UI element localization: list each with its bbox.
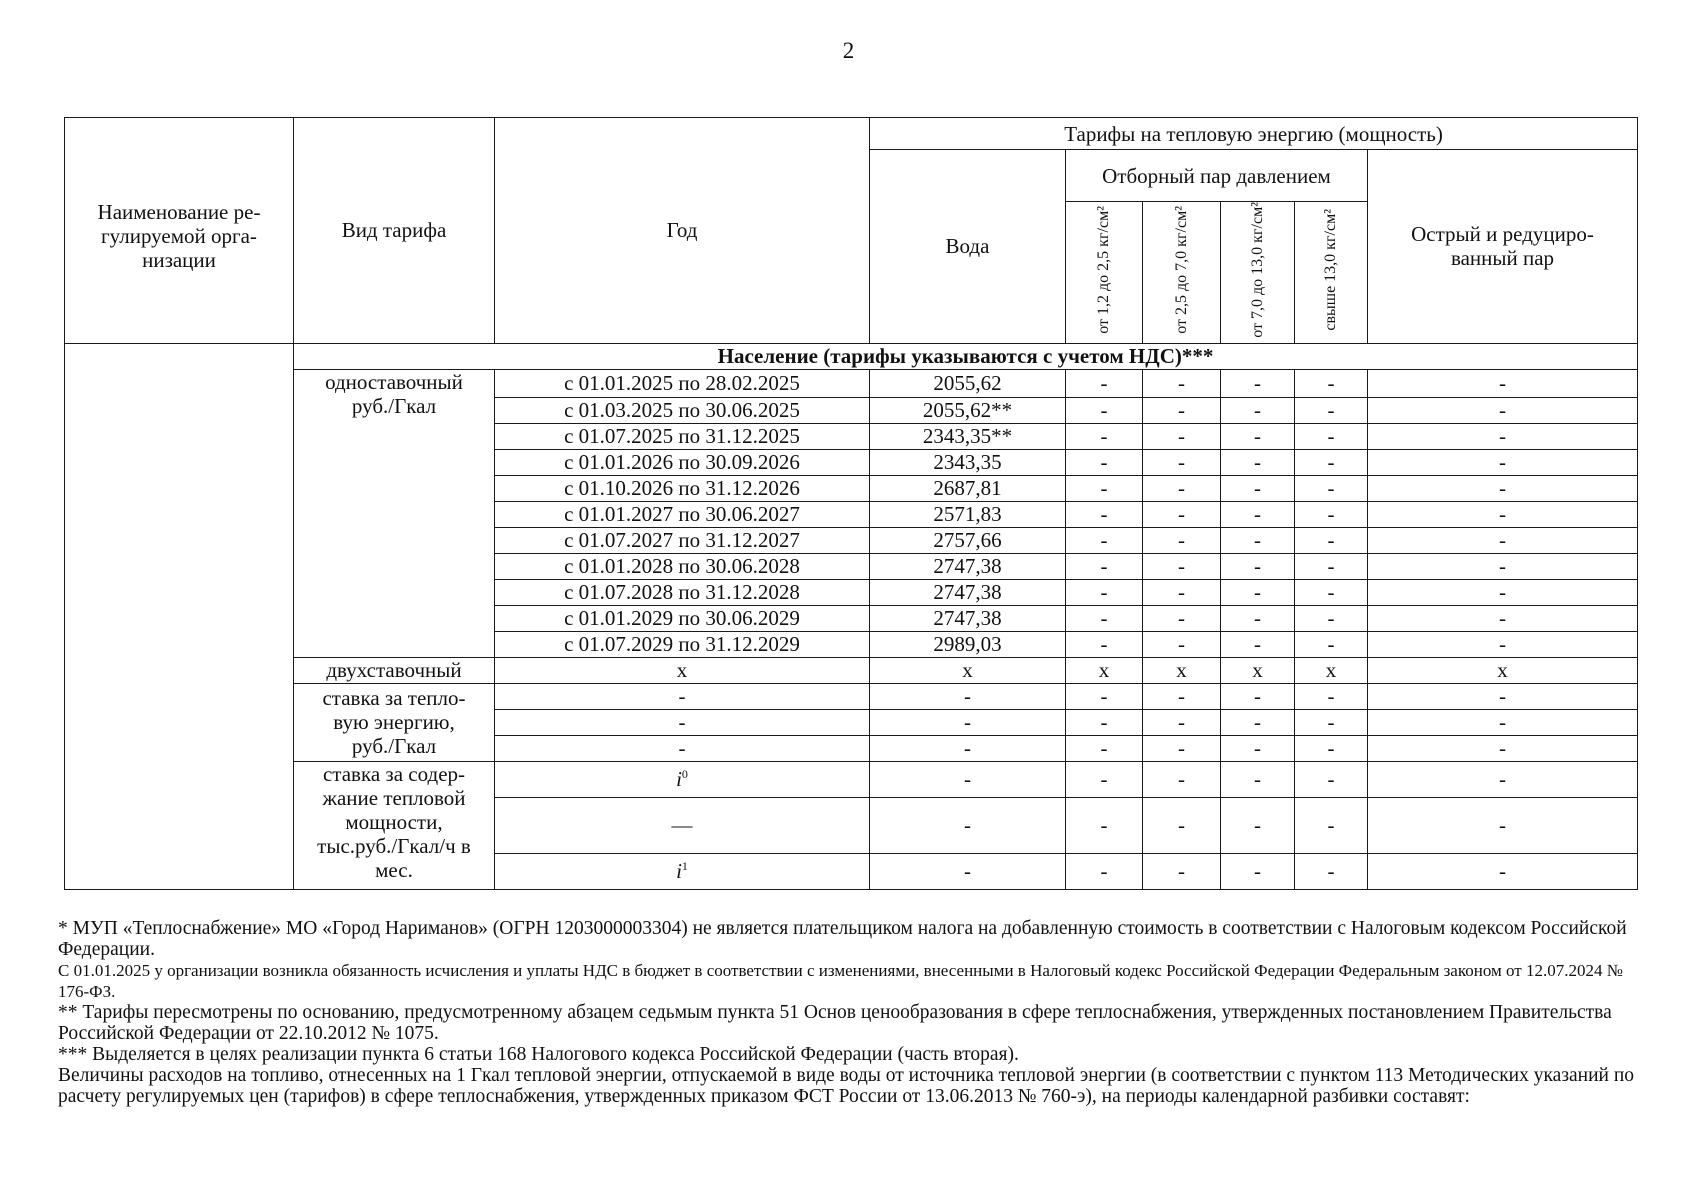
dash-cell: - — [870, 853, 1066, 889]
dash-cell: - — [1368, 475, 1638, 501]
x-cell: x — [1221, 657, 1295, 683]
x-cell: x — [1143, 657, 1221, 683]
dash-cell: - — [1221, 631, 1295, 657]
dash-cell: - — [1295, 553, 1368, 579]
period-cell: с 01.01.2026 по 30.09.2026 — [495, 449, 870, 475]
two-rate-label: двухставочный — [294, 657, 495, 683]
footnote-1b: С 01.01.2025 у организации возникла обязанность исчисления и уплаты НДС в бюджет в соответствии с изменениями, внесенными в Налоговый кодекс Российской Федерации Федеральным законом от 12.07.2024 № 176-ФЗ. — [58, 961, 1623, 1001]
section-title: Население (тарифы указываются с учетом НДС)*** — [294, 343, 1638, 369]
dash-cell: - — [870, 709, 1066, 735]
dash-cell: - — [1066, 735, 1143, 761]
dash-cell: - — [1066, 449, 1143, 475]
dash-cell: - — [495, 735, 870, 761]
dash-cell: - — [1143, 761, 1221, 797]
dash-cell: - — [870, 735, 1066, 761]
dash-cell: - — [1143, 735, 1221, 761]
dash-cell: - — [1143, 853, 1221, 889]
dash-cell: - — [1066, 423, 1143, 449]
dash-cell: - — [1066, 369, 1143, 397]
dash-cell: - — [1368, 709, 1638, 735]
dash-cell: - — [495, 683, 870, 709]
period-cell: с 01.01.2028 по 30.06.2028 — [495, 553, 870, 579]
dash-cell: - — [1295, 579, 1368, 605]
dash-cell: - — [1066, 553, 1143, 579]
dash-cell: - — [1221, 449, 1295, 475]
x-cell: x — [1066, 657, 1143, 683]
dash-cell: - — [1221, 397, 1295, 423]
dash-cell: - — [1143, 449, 1221, 475]
dash-cell: - — [1295, 853, 1368, 889]
i1-cell — [495, 853, 870, 889]
dash-cell: - — [1221, 761, 1295, 797]
water-tariff-cell: 2989,03 — [870, 631, 1066, 657]
capacity-rate-label: ставка за содер- жание тепловой мощности, тыс.руб./Гкал/ч в мес. — [294, 761, 495, 889]
page-number: 2 — [842, 38, 855, 63]
dash-cell: - — [1143, 605, 1221, 631]
footnote-3: *** Выделяется в целях реализации пункта 6 статьи 168 Налогового кодекса Российской Федерации (часть вторая). — [58, 1044, 1019, 1065]
dash-cell: - — [1221, 501, 1295, 527]
dash-cell: - — [1295, 449, 1368, 475]
header-pressure-1: от 1,2 до 2,5 кг/см² — [1066, 202, 1143, 344]
dash-cell: - — [1368, 553, 1638, 579]
period-cell: с 01.01.2025 по 28.02.2025 — [495, 369, 870, 397]
dash-cell: - — [1066, 853, 1143, 889]
dash-cell: - — [1066, 397, 1143, 423]
period-cell: с 01.01.2029 по 30.06.2029 — [495, 605, 870, 631]
dash-cell: - — [1066, 527, 1143, 553]
dash-cell: - — [1221, 605, 1295, 631]
water-tariff-cell: 2343,35 — [870, 449, 1066, 475]
dash-cell: - — [1143, 579, 1221, 605]
dash-cell: - — [1066, 761, 1143, 797]
period-cell: с 01.10.2026 по 31.12.2026 — [495, 475, 870, 501]
long-dash-cell: — — [495, 797, 870, 853]
dash-cell: - — [1221, 853, 1295, 889]
x-cell: x — [1368, 657, 1638, 683]
dash-cell: - — [1066, 605, 1143, 631]
dash-cell: - — [1295, 397, 1368, 423]
dash-cell: - — [1221, 797, 1295, 853]
dash-cell: - — [1221, 369, 1295, 397]
dash-cell: - — [495, 709, 870, 735]
period-cell: с 01.07.2025 по 31.12.2025 — [495, 423, 870, 449]
header-org: Наименование ре- гулируемой орга- низации — [65, 118, 294, 344]
i1-sup: 1 — [681, 859, 688, 874]
x-cell: x — [870, 657, 1066, 683]
period-cell: с 01.07.2028 по 31.12.2028 — [495, 579, 870, 605]
water-tariff-cell: 2747,38 — [870, 553, 1066, 579]
dash-cell: - — [870, 797, 1066, 853]
dash-cell: - — [1143, 369, 1221, 397]
dash-cell: - — [1221, 683, 1295, 709]
dash-cell: - — [1066, 709, 1143, 735]
dash-cell: - — [1295, 475, 1368, 501]
x-cell: x — [1295, 657, 1368, 683]
header-pressure-3: от 7,0 до 13,0 кг/см² — [1221, 202, 1295, 344]
water-tariff-cell: 2747,38 — [870, 605, 1066, 631]
water-tariff-cell: 2055,62 — [870, 369, 1066, 397]
dash-cell: - — [1368, 527, 1638, 553]
dash-cell: - — [1295, 631, 1368, 657]
header-steam: Отборный пар давлением — [1066, 150, 1368, 202]
water-tariff-cell: 2571,83 — [870, 501, 1066, 527]
one-rate-label: одноставочный руб./Гкал — [294, 369, 495, 657]
i1-symbol: i — [676, 859, 682, 884]
dash-cell: - — [870, 761, 1066, 797]
water-tariff-cell: 2055,62** — [870, 397, 1066, 423]
dash-cell: - — [1066, 475, 1143, 501]
dash-cell: - — [1066, 501, 1143, 527]
dash-cell: - — [1368, 449, 1638, 475]
header-pressure-2: от 2,5 до 7,0 кг/см² — [1143, 202, 1221, 344]
tariff-table — [64, 117, 1638, 890]
header-type: Вид тарифа — [294, 118, 495, 344]
period-cell: с 01.01.2027 по 30.06.2027 — [495, 501, 870, 527]
dash-cell: - — [1143, 553, 1221, 579]
dash-cell: - — [1368, 579, 1638, 605]
dash-cell: - — [1295, 605, 1368, 631]
water-tariff-cell: 2757,66 — [870, 527, 1066, 553]
dash-cell: - — [1368, 369, 1638, 397]
footnote-2: ** Тарифы пересмотрены по основанию, предусмотренному абзацем седьмым пункта 51 Основ ценообразования в сфере теплоснабжения, утвержденных постановлением Правительства Российской Федерации от 22.10.2012 № 1075. — [58, 1002, 1612, 1044]
dash-cell: - — [1221, 553, 1295, 579]
dash-cell: - — [1143, 527, 1221, 553]
i0-cell — [495, 761, 870, 797]
dash-cell: - — [1368, 797, 1638, 853]
dash-cell: - — [1221, 527, 1295, 553]
dash-cell: - — [1143, 709, 1221, 735]
dash-cell: - — [1368, 423, 1638, 449]
dash-cell: - — [1295, 501, 1368, 527]
dash-cell: - — [1368, 735, 1638, 761]
dash-cell: - — [1221, 423, 1295, 449]
dash-cell: - — [1143, 797, 1221, 853]
dash-cell: - — [1295, 797, 1368, 853]
i0-symbol: i — [676, 767, 682, 792]
header-sharp-steam: Острый и редуциро- ванный пар — [1368, 150, 1638, 344]
water-tariff-cell: 2687,81 — [870, 475, 1066, 501]
period-cell: с 01.07.2027 по 31.12.2027 — [495, 527, 870, 553]
dash-cell: - — [1143, 683, 1221, 709]
header-water: Вода — [870, 150, 1066, 344]
dash-cell: - — [1295, 423, 1368, 449]
dash-cell: - — [1221, 475, 1295, 501]
water-tariff-cell: 2747,38 — [870, 579, 1066, 605]
dash-cell: - — [1368, 631, 1638, 657]
dash-cell: - — [1143, 475, 1221, 501]
dash-cell: - — [1368, 605, 1638, 631]
dash-cell: - — [1143, 631, 1221, 657]
dash-cell: - — [1368, 853, 1638, 889]
dash-cell: - — [1368, 397, 1638, 423]
dash-cell: - — [1295, 527, 1368, 553]
footnotes — [58, 918, 1648, 1107]
dash-cell: - — [1143, 397, 1221, 423]
dash-cell: - — [1066, 797, 1143, 853]
dash-cell: - — [1221, 735, 1295, 761]
org-name-cell — [65, 343, 294, 889]
water-tariff-cell: 2343,35** — [870, 423, 1066, 449]
x-cell: x — [495, 657, 870, 683]
energy-rate-label: ставка за тепло- вую энергию, руб./Гкал — [294, 683, 495, 761]
dash-cell: - — [1066, 631, 1143, 657]
dash-cell: - — [1221, 579, 1295, 605]
dash-cell: - — [1143, 501, 1221, 527]
dash-cell: - — [1295, 683, 1368, 709]
header-tariffs: Тарифы на тепловую энергию (мощность) — [870, 118, 1638, 150]
dash-cell: - — [1368, 761, 1638, 797]
period-cell: с 01.07.2029 по 31.12.2029 — [495, 631, 870, 657]
footnote-1a: * МУП «Теплоснабжение» МО «Город Нариманов» (ОГРН 1203000003304) не является плательщиком налога на добавленную стоимость в соответствии с Налоговым кодексом Российской Федерации. — [58, 918, 1627, 960]
dash-cell: - — [1368, 501, 1638, 527]
dash-cell: - — [1295, 735, 1368, 761]
dash-cell: - — [1368, 683, 1638, 709]
dash-cell: - — [870, 683, 1066, 709]
dash-cell: - — [1221, 709, 1295, 735]
dash-cell: - — [1066, 683, 1143, 709]
i0-sup: 0 — [681, 767, 688, 782]
dash-cell: - — [1295, 761, 1368, 797]
footnote-4: Величины расходов на топливо, отнесенных на 1 Гкал тепловой энергии, отпускаемой в виде воды от источника тепловой энергии (в соответствии с пунктом 113 Методических указаний по расчету регулируемых цен (тарифов) в сфере теплоснабжения, утвержденных приказом ФСТ России от 13.06.2013 № 760-э), на периоды календарной разбивки составят: — [58, 1065, 1635, 1107]
header-year: Год — [495, 118, 870, 344]
header-pressure-4: свыше 13,0 кг/см² — [1295, 202, 1368, 344]
period-cell: с 01.03.2025 по 30.06.2025 — [495, 397, 870, 423]
dash-cell: - — [1295, 709, 1368, 735]
dash-cell: - — [1295, 369, 1368, 397]
dash-cell: - — [1066, 579, 1143, 605]
dash-cell: - — [1143, 423, 1221, 449]
